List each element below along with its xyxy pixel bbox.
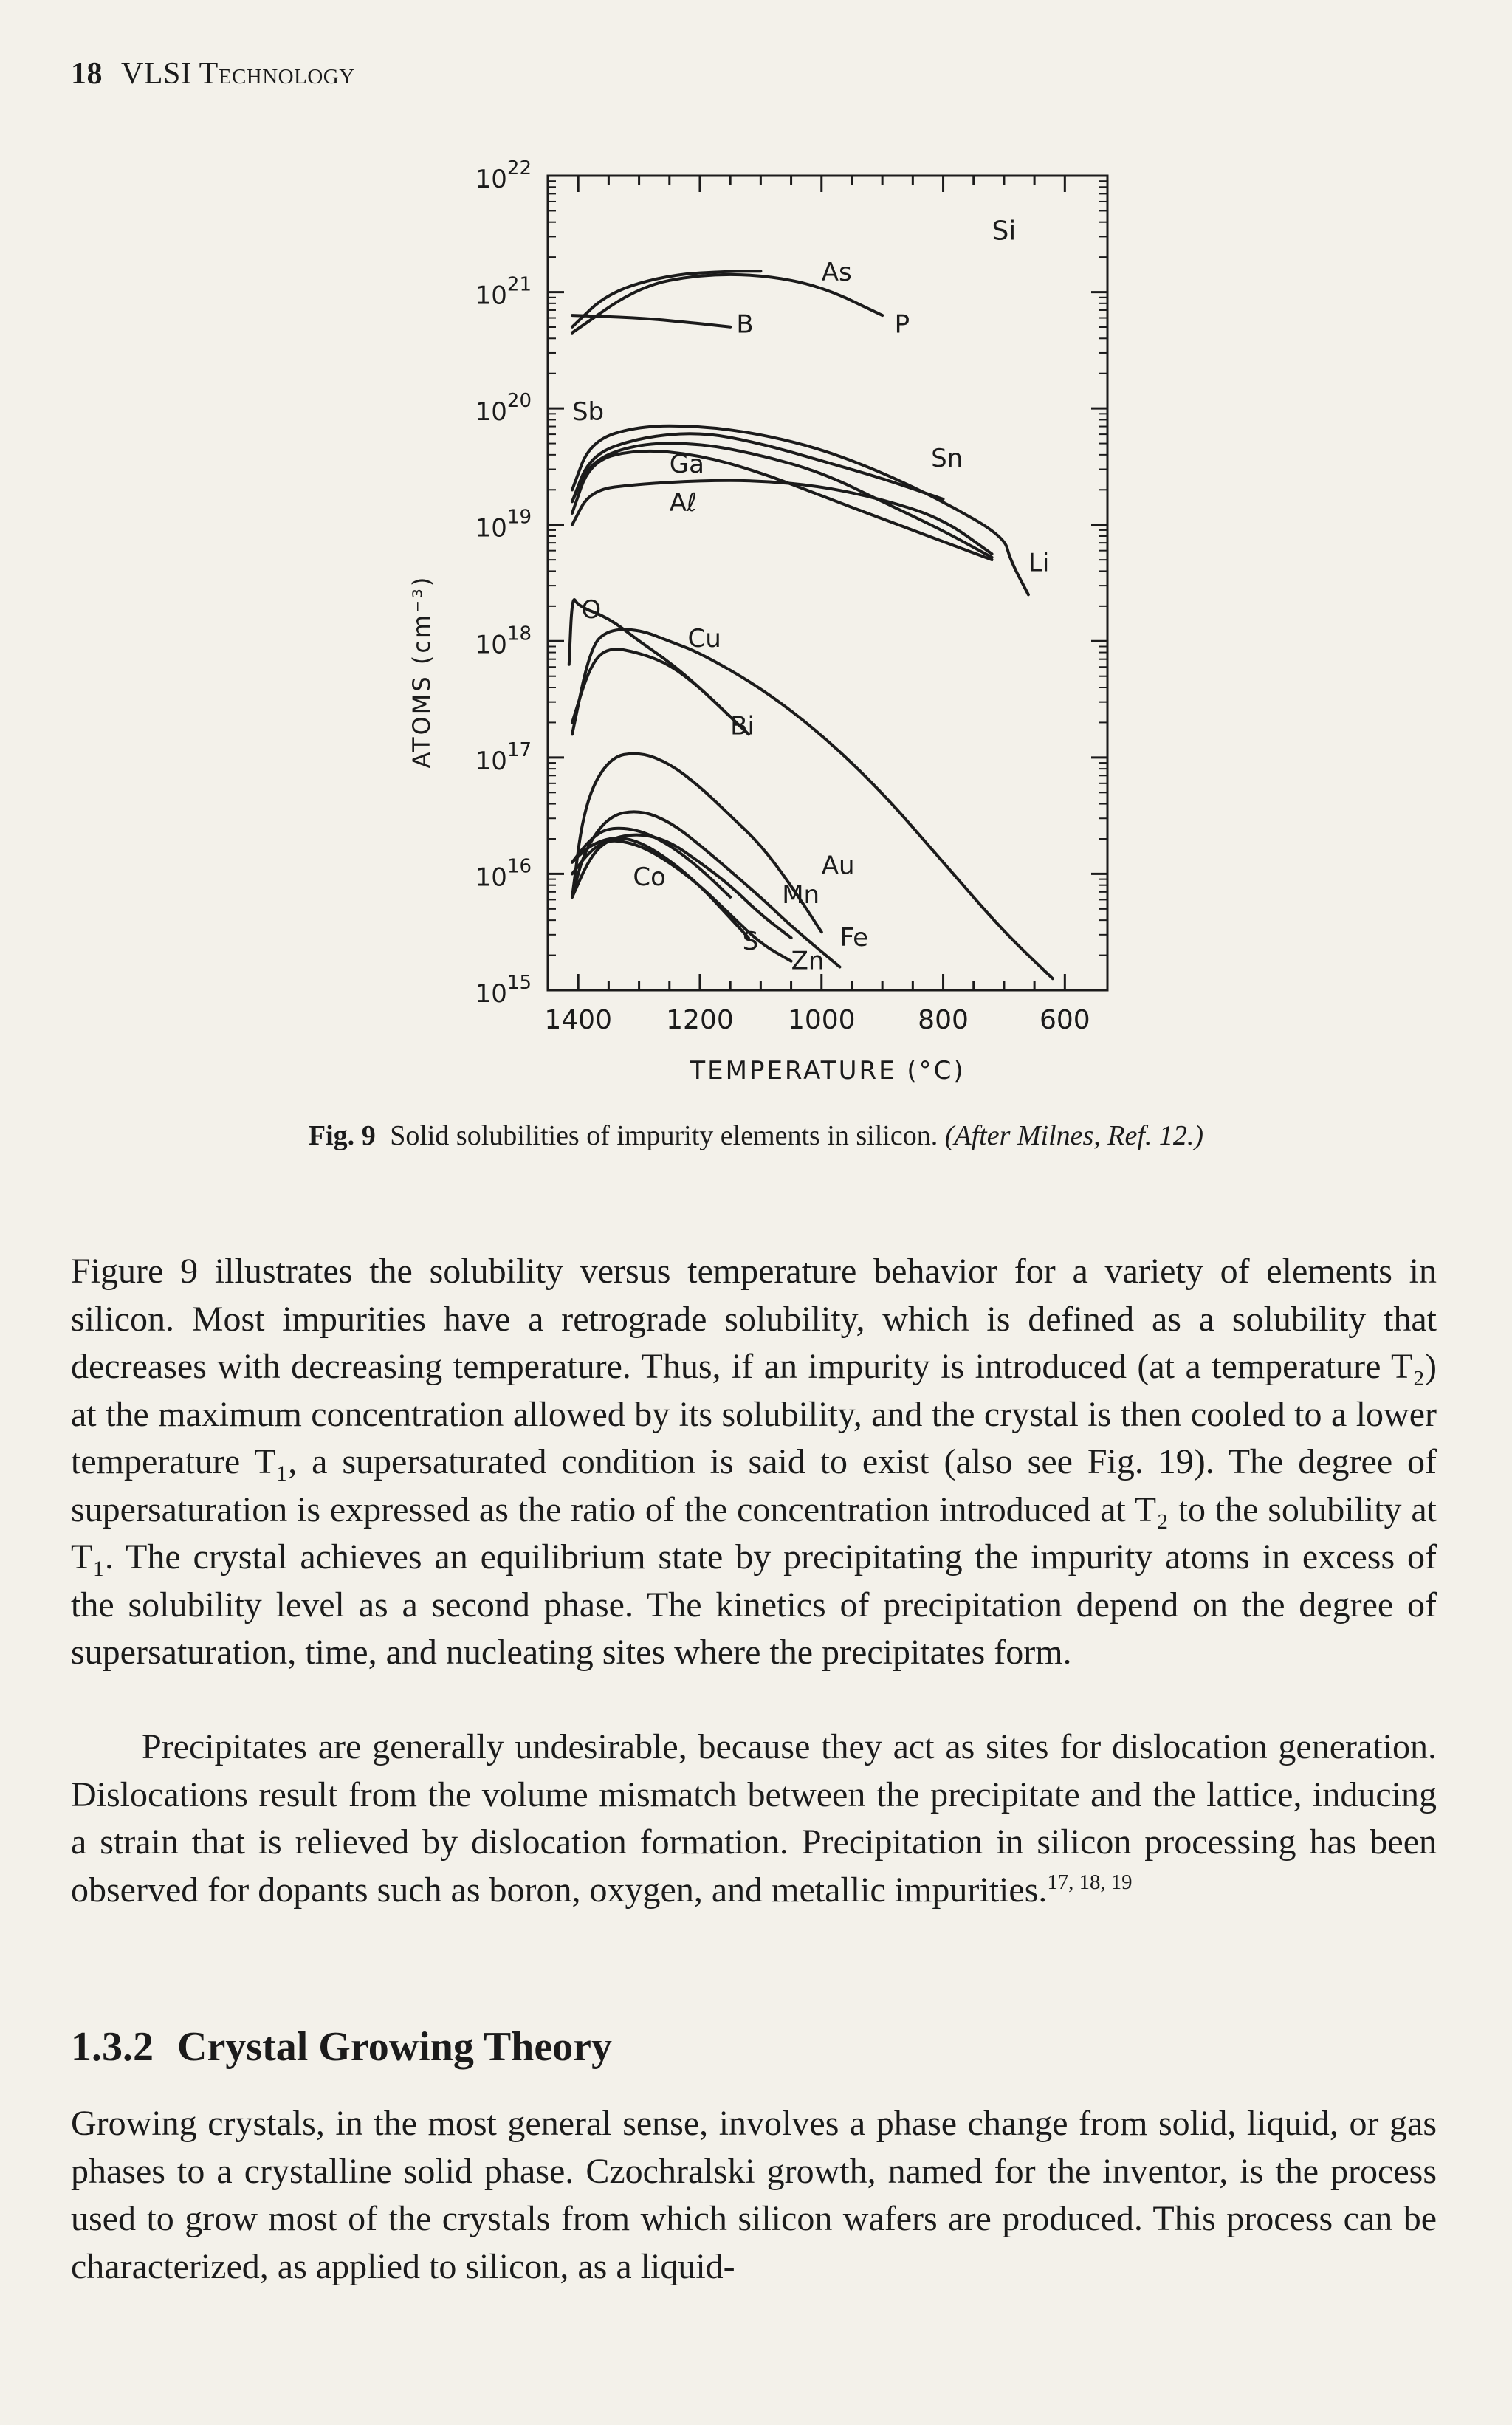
series-label-li: Li [1028, 548, 1050, 578]
series-label-mn: Mn [782, 879, 820, 910]
series-label-co: Co [633, 862, 666, 893]
series-line-sb [572, 443, 992, 557]
series-line-mn [572, 835, 791, 939]
series-label-fe: Fe [839, 923, 869, 953]
running-head-title: VLSI Technology [121, 57, 355, 91]
x-tick-label: 1400 [544, 1005, 613, 1035]
paragraph-2 [71, 1723, 1437, 1914]
series-label-p: P [894, 309, 910, 340]
section-title: Crystal Growing Theory [177, 2024, 613, 2070]
paragraph-3: Growing crystals, in the most general sense, involves a phase change from solid, liquid, or gas phases to a crystalline solid phase. Czochralski growth, named for the inventor, is the process used to grow most of the crystals from which silicon wafers are produced. This process can be characterized, as applied to silicon, as a liquid- [71, 2104, 1437, 2286]
figure-caption [0, 1119, 1512, 1152]
caption-text: Solid solubilities of impurity elements in silicon. [390, 1120, 938, 1151]
y-axis-label: ATOMS (cm⁻³) [408, 574, 436, 769]
series-label-aℓ: Aℓ [669, 487, 698, 518]
series-label-au: Au [821, 851, 855, 881]
page-number: 18 [71, 57, 103, 91]
series-line-ga [572, 451, 992, 560]
y-tick-label: $10^{22}$ [475, 157, 532, 194]
paragraph-1: Figure 9 illustrates the solubility versus temperature behavior for a variety of elements in silicon. Most impurities have a retrograde solubility, which is defined as a solubility that decreases with decreasing temperature. Thus, if an impurity is introduced (at a temperature T₂) at the maximum concentration allowed by its solubility, and the crystal is then cooled to a lower temperature T₁, a supersaturated condition is said to exist (also see Fig. 19). The degree of supersaturation is expressed as the ratio of the concentration introduced at T₂ to the solubility at T₁. The crystal achieves an equilibrium state by precipitating the impurity atoms in excess of the solubility level as a second phase. The kinetics of precipitation depend on the degree of supersaturation, time, and nucleating sites where the precipitates form. [71, 1252, 1437, 1672]
series-line-b [572, 315, 730, 327]
series-line-as [572, 271, 760, 327]
series-label-s: S [742, 926, 759, 956]
solubility-chart [0, 0, 1512, 1108]
caption-source: (After Milnes, Ref. 12.) [944, 1120, 1204, 1151]
series-line-cu [572, 630, 1053, 979]
series-label-as: As [821, 257, 852, 287]
reference-superscript: 17, 18, 19 [1047, 1870, 1133, 1894]
series-label-cu: Cu [687, 624, 721, 654]
series-label-sb: Sb [571, 397, 605, 427]
figure-number: 9 [361, 1120, 376, 1151]
y-tick-label: $10^{20}$ [475, 390, 532, 428]
series-label-o: O [581, 594, 602, 625]
series-label-bi: Bi [730, 711, 755, 741]
figure-label: Fig. [308, 1120, 355, 1151]
y-tick-label: $10^{16}$ [475, 855, 532, 893]
series-label-ga: Ga [669, 449, 704, 479]
y-tick-label: $10^{21}$ [475, 273, 532, 311]
x-tick-label: 800 [918, 1005, 969, 1035]
section-number: 1.3.2 [71, 2024, 154, 2070]
y-tick-label: $10^{15}$ [475, 972, 532, 1009]
x-axis-label: TEMPERATURE (°C) [690, 1056, 966, 1085]
series-line-sn [572, 433, 944, 501]
series-label-zn: Zn [791, 946, 825, 976]
x-tick-label: 1000 [787, 1005, 856, 1035]
series-line-aℓ [572, 481, 992, 554]
series-line-bi [572, 649, 730, 722]
section-heading [71, 2023, 612, 2071]
y-tick-label: $10^{19}$ [475, 506, 532, 543]
y-tick-label: $10^{18}$ [475, 622, 532, 660]
paragraph-2-text: Precipitates are generally undesirable, because they act as sites for dislocation generation. Dislocations result from the volume mismatch between the precipitate and the lattice, inducing a strain that is relieved by dislocation formation. Precipitation in silicon processing has been observed for dopants such as boron, oxygen, and metallic impurities. [71, 1727, 1437, 1910]
x-tick-label: 600 [1039, 1005, 1090, 1035]
y-tick-label: $10^{17}$ [475, 738, 532, 776]
series-label-b: B [736, 309, 754, 340]
series-label-sn: Sn [931, 443, 963, 473]
x-tick-label: 1200 [666, 1005, 734, 1035]
host-element-label: Si [992, 216, 1017, 247]
